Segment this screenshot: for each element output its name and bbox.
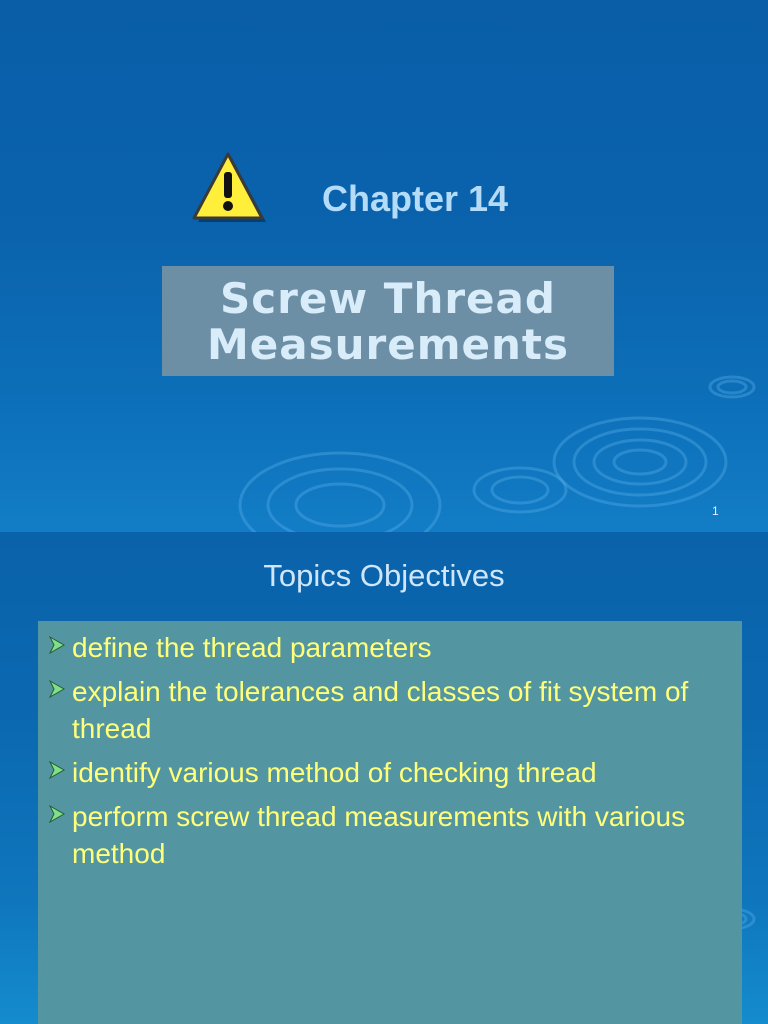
list-item [38,798,742,872]
list-item [38,754,742,791]
slide-heading: Topics Objectives [263,558,505,593]
arrow-bullet-icon [48,805,66,823]
objectives-box [38,621,742,1024]
arrow-bullet-icon [48,680,66,698]
page-number: 1 [712,504,719,518]
objective-text: identify various method of checking thread [72,757,597,788]
arrow-bullet-icon [48,761,66,779]
chapter-label: Chapter 14 [322,178,509,219]
objective-text: perform screw thread measurements with various method [72,801,686,869]
slide-2 [0,532,768,1024]
list-item [38,673,742,747]
list-item [38,629,742,666]
slide-title-line-1: Screw Thread [220,274,556,323]
objective-text: explain the tolerances and classes of fit system of thread [72,676,689,744]
arrow-bullet-icon [48,636,66,654]
objective-text: define the thread parameters [72,632,432,663]
slide-title-line-2: Measurements [207,320,569,369]
objectives-list [38,621,742,872]
warning-icon [190,150,268,226]
slide-title-box [162,266,614,376]
